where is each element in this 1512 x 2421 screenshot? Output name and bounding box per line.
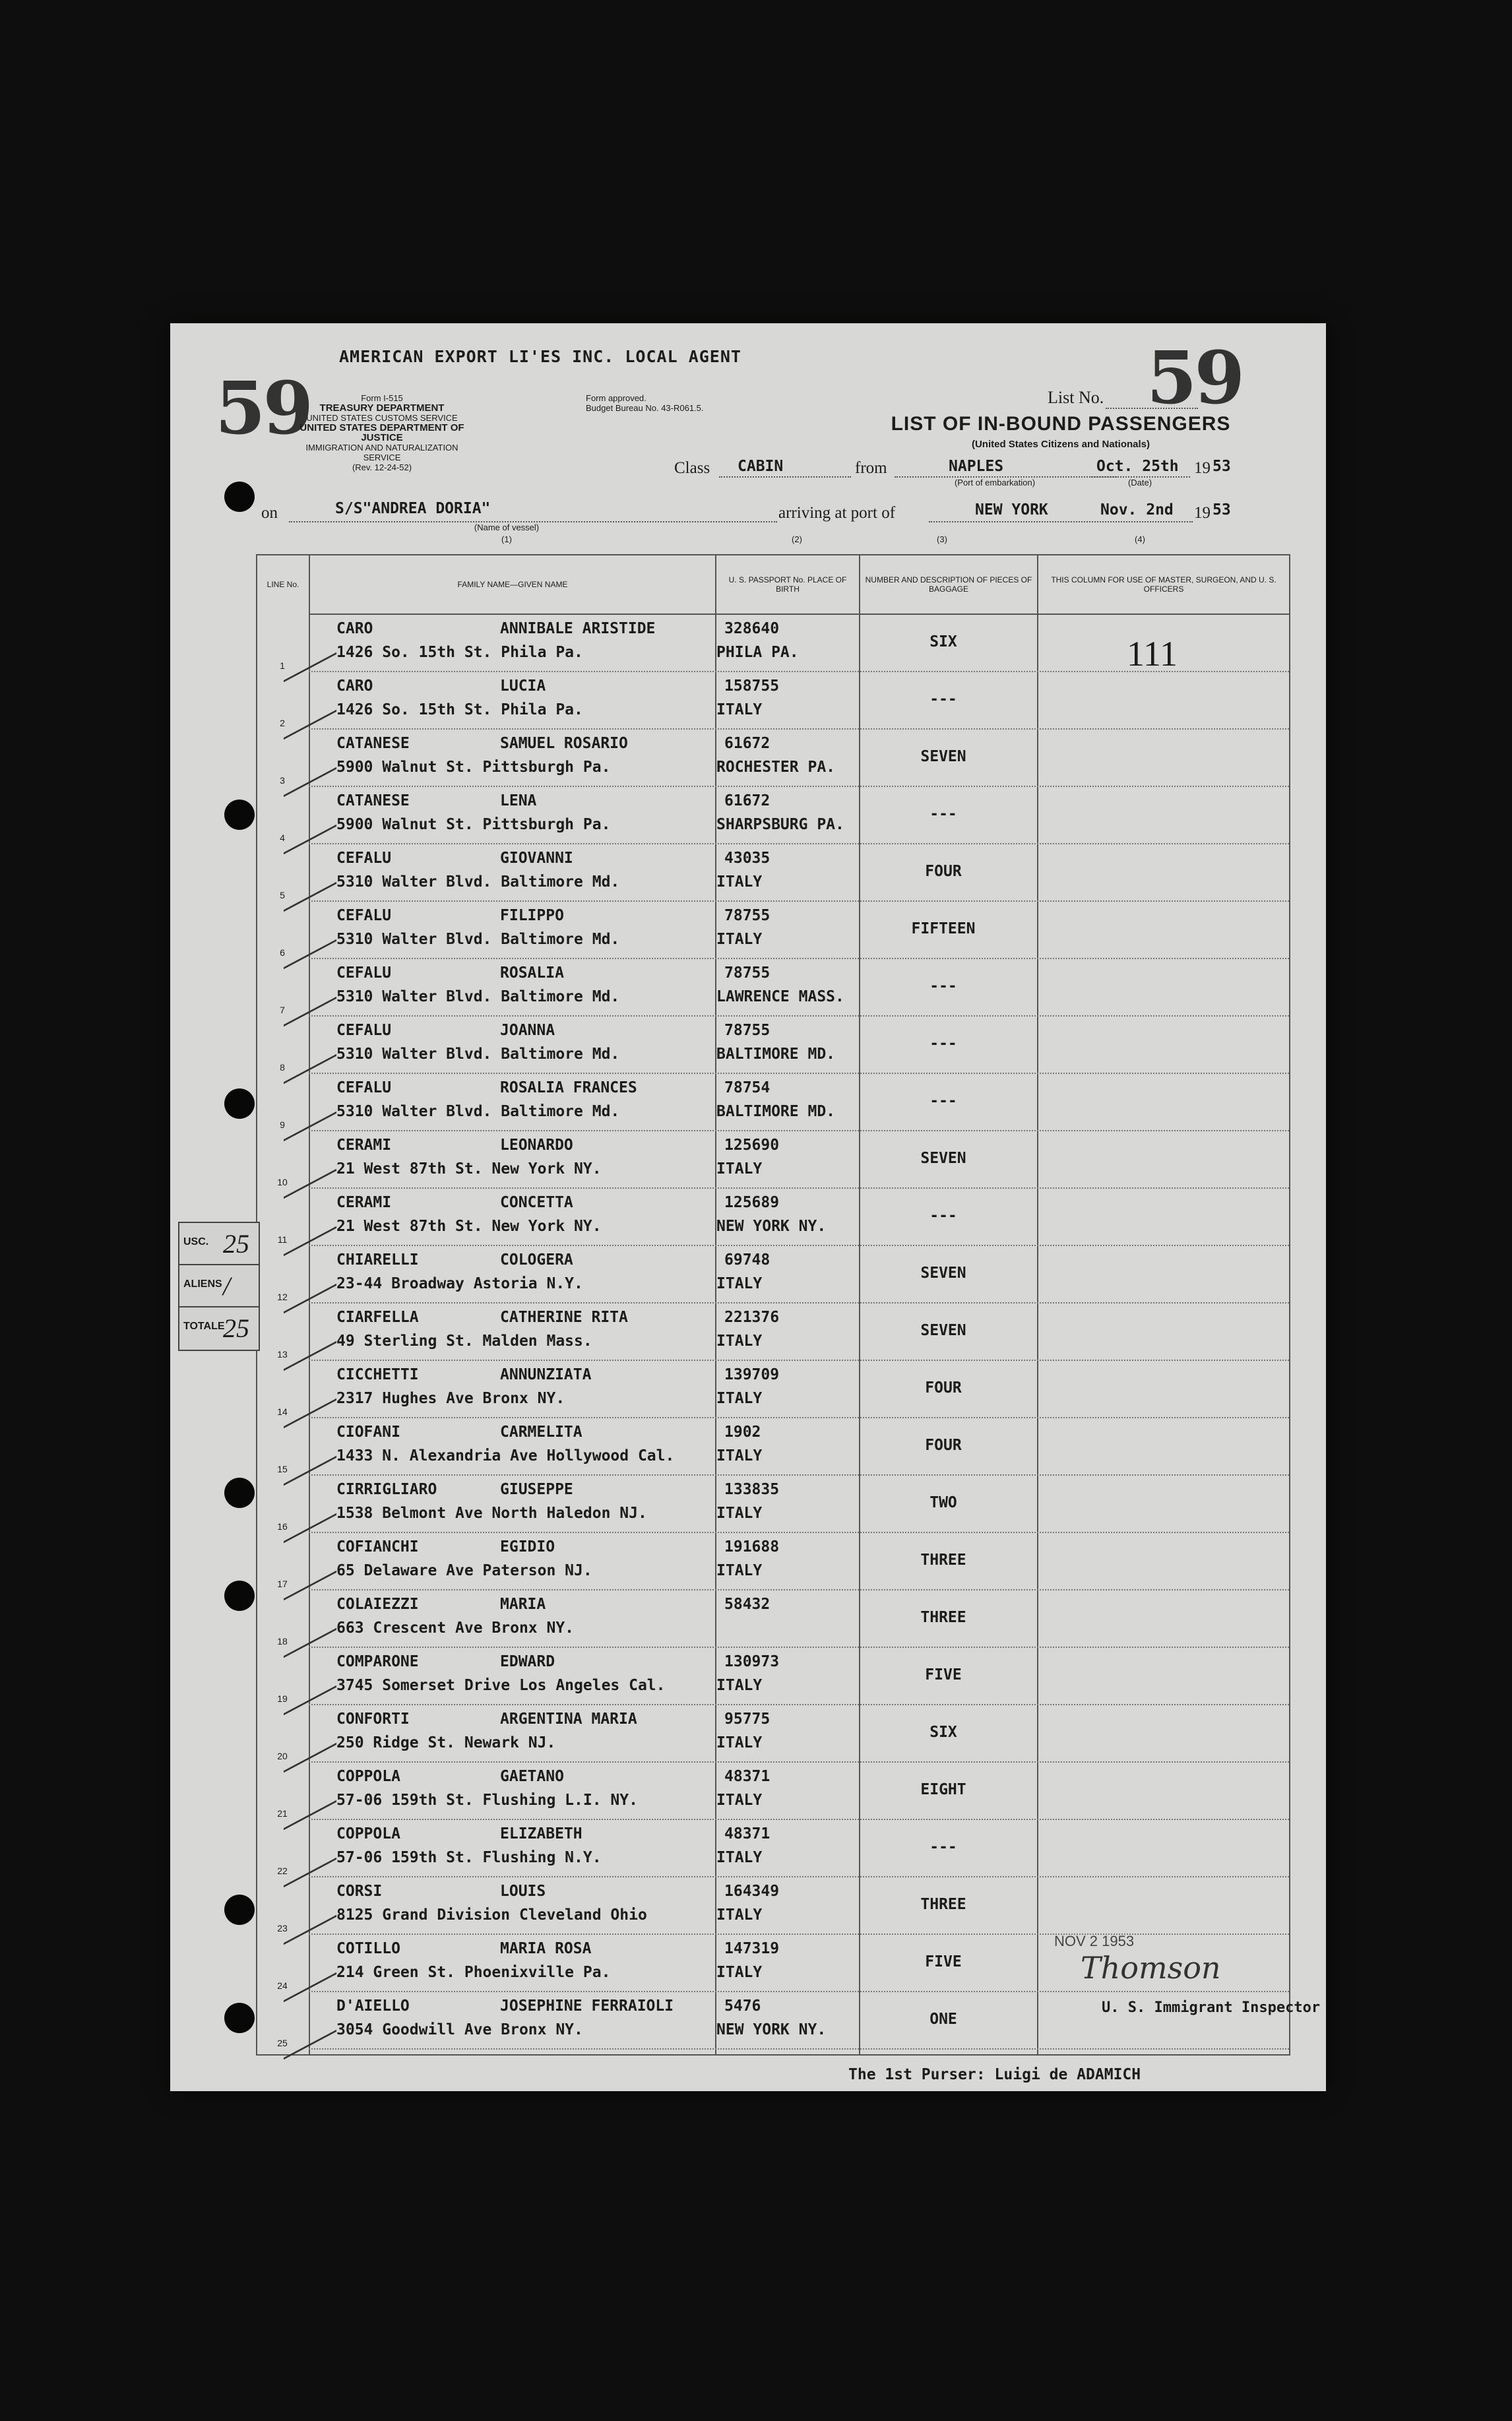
line-number: 11	[277, 1234, 288, 1245]
manifest-sheet	[170, 323, 1326, 2091]
baggage: TWO	[929, 1494, 957, 1511]
line-number: 12	[277, 1292, 288, 1302]
list-no-label: List No.	[1048, 388, 1104, 407]
arrival-port: NEW YORK	[975, 501, 1048, 519]
family-name: COTILLO	[336, 1940, 400, 1957]
embarkation-port: NAPLES	[949, 458, 1004, 475]
line-number: 18	[277, 1636, 288, 1647]
passport-number: 61672	[724, 735, 771, 752]
list-number-stamp-left: 59	[215, 365, 311, 451]
line-number: 5	[280, 890, 285, 900]
given-name: EDWARD	[500, 1653, 555, 1670]
passenger-row	[257, 1820, 1289, 1877]
given-name: LEONARDO	[500, 1137, 573, 1154]
place-of-birth: ITALY	[716, 1275, 763, 1292]
port-caption: (Port of embarkation)	[954, 478, 1036, 487]
family-name: CONFORTI	[336, 1711, 410, 1728]
address: 3745 Somerset Drive Los Angeles Cal.	[336, 1677, 666, 1694]
passport-number: 48371	[724, 1825, 771, 1842]
total-aliens: ALIENS /	[178, 1264, 260, 1309]
baggage: ---	[929, 978, 957, 995]
baggage: FOUR	[925, 1437, 962, 1454]
passport-number: 78755	[724, 907, 771, 924]
passport-number: 125690	[724, 1137, 780, 1154]
place-of-birth: ITALY	[716, 873, 763, 891]
place-of-birth: ITALY	[716, 1906, 763, 1924]
passenger-row	[257, 1533, 1289, 1590]
budget-info: Form approved. Budget Bureau No. 43-R061.5.	[586, 393, 704, 413]
family-name: CERAMI	[336, 1137, 392, 1154]
family-name: CEFALU	[336, 907, 392, 924]
place-of-birth: ITALY	[716, 1964, 763, 1981]
address: 5310 Walter Blvd. Baltimore Md.	[336, 873, 620, 891]
given-name: JOSEPHINE FERRAIOLI	[500, 1997, 674, 2015]
passport-number: 221376	[724, 1309, 780, 1326]
given-name: ANNIBALE ARISTIDE	[500, 620, 656, 637]
family-name: CARO	[336, 620, 373, 637]
passport-number: 78755	[724, 1022, 771, 1039]
place-of-birth: PHILA PA.	[716, 644, 799, 661]
column-number: (3)	[937, 534, 947, 544]
inspection-date-stamp: NOV 2 1953	[1054, 1933, 1135, 1949]
passport-number: 69748	[724, 1251, 771, 1269]
baggage: ---	[929, 691, 957, 708]
line-number: 16	[277, 1521, 288, 1532]
passenger-row	[257, 1476, 1289, 1533]
address: 2317 Hughes Ave Bronx NY.	[336, 1390, 565, 1407]
form-info: Form I-515 TREASURY DEPARTMENT UNITED STATES CUSTOMS SERVICE UNITED STATES DEPARTMENT OF JUSTICE IMMIGRATION AND NATURALIZATION SERVICE (Rev. 12-24-52)	[299, 393, 464, 472]
punch-hole	[224, 2003, 255, 2033]
line-number: 8	[280, 1062, 285, 1073]
address: 5900 Walnut St. Pittsburgh Pa.	[336, 816, 611, 833]
given-name: ELIZABETH	[500, 1825, 583, 1842]
family-name: COPPOLA	[336, 1768, 400, 1785]
passport-number: 191688	[724, 1538, 780, 1556]
line-number: 20	[277, 1751, 288, 1761]
line-number: 13	[277, 1349, 288, 1360]
address: 5900 Walnut St. Pittsburgh Pa.	[336, 759, 611, 776]
passport-number: 48371	[724, 1768, 771, 1785]
from-label: from	[855, 459, 887, 477]
baggage: SEVEN	[920, 748, 966, 765]
place-of-birth: SHARPSBURG PA.	[716, 816, 844, 833]
family-name: CEFALU	[336, 964, 392, 982]
departure-year-prefix: 19	[1194, 459, 1211, 477]
punch-hole	[224, 1581, 255, 1611]
family-name: COLAIEZZI	[336, 1596, 419, 1613]
address: 23-44 Broadway Astoria N.Y.	[336, 1275, 583, 1292]
passport-number: 1902	[724, 1424, 761, 1441]
given-name: ANNUNZIATA	[500, 1366, 592, 1383]
given-name: COLOGERA	[500, 1251, 573, 1269]
passport-number: 130973	[724, 1653, 780, 1670]
place-of-birth: ITALY	[716, 1677, 763, 1694]
address: 250 Ridge St. Newark NJ.	[336, 1734, 556, 1751]
passenger-row	[257, 1017, 1289, 1074]
family-name: CEFALU	[336, 1079, 392, 1096]
inspector-signature: Thomson	[1081, 1950, 1221, 1986]
passenger-row	[257, 787, 1289, 844]
line-number: 7	[280, 1005, 285, 1015]
passenger-row	[257, 1246, 1289, 1304]
place-of-birth: ITALY	[716, 1792, 763, 1809]
passenger-row	[257, 1361, 1289, 1418]
address: 21 West 87th St. New York NY.	[336, 1160, 602, 1178]
passenger-row	[257, 1304, 1289, 1361]
baggage: ---	[929, 1207, 957, 1224]
class-label: Class	[674, 459, 710, 477]
given-name: ROSALIA FRANCES	[500, 1079, 637, 1096]
given-name: LOUIS	[500, 1883, 546, 1900]
family-name: COMPARONE	[336, 1653, 419, 1670]
departure-date: Oct. 25th	[1096, 458, 1179, 475]
baggage: SIX	[929, 1724, 957, 1741]
given-name: ROSALIA	[500, 964, 564, 982]
header-baggage: NUMBER AND DESCRIPTION OF PIECES OF BAGGAGE	[865, 575, 1032, 594]
family-name: COFIANCHI	[336, 1538, 419, 1556]
address: 1426 So. 15th St. Phila Pa.	[336, 701, 583, 718]
passport-number: 78754	[724, 1079, 771, 1096]
given-name: ARGENTINA MARIA	[500, 1711, 637, 1728]
passport-number: 95775	[724, 1711, 771, 1728]
vessel-caption: (Name of vessel)	[474, 522, 540, 532]
passport-number: 139709	[724, 1366, 780, 1383]
passport-number: 78755	[724, 964, 771, 982]
baggage: SIX	[929, 633, 957, 650]
page-title: LIST OF IN-BOUND PASSENGERS	[891, 413, 1231, 435]
vessel-name: S/S"ANDREA DORIA"	[335, 500, 491, 517]
place-of-birth: ITALY	[716, 1562, 763, 1579]
passenger-row	[257, 730, 1289, 787]
class-value: CABIN	[738, 458, 784, 475]
arrival-year: 53	[1213, 501, 1231, 519]
place-of-birth: ITALY	[716, 1734, 763, 1751]
address: 5310 Walter Blvd. Baltimore Md.	[336, 1046, 620, 1063]
place-of-birth: NEW YORK NY.	[716, 1218, 827, 1235]
date-caption: (Date)	[1127, 478, 1152, 487]
passenger-row	[257, 1131, 1289, 1189]
punch-hole	[224, 800, 255, 830]
passenger-row	[257, 959, 1289, 1017]
line-number: 17	[277, 1579, 288, 1589]
passenger-row	[257, 1418, 1289, 1476]
punch-hole	[224, 482, 255, 512]
given-name: EGIDIO	[500, 1538, 555, 1556]
address: 214 Green St. Phoenixville Pa.	[336, 1964, 611, 1981]
passport-number: 5476	[724, 1997, 761, 2015]
place-of-birth: ITALY	[716, 1505, 763, 1522]
punch-hole	[224, 1088, 255, 1119]
passenger-row	[257, 1189, 1289, 1246]
header-passport: U. S. PASSPORT No. PLACE OF BIRTH	[728, 575, 847, 594]
given-name: MARIA	[500, 1596, 546, 1613]
address: 1538 Belmont Ave North Haledon NJ.	[336, 1505, 647, 1522]
given-name: CONCETTA	[500, 1194, 573, 1211]
passport-number: 58432	[724, 1596, 771, 1613]
arriving-label: arriving at port of	[778, 504, 896, 522]
given-name: GAETANO	[500, 1768, 564, 1785]
line-number: 14	[277, 1406, 288, 1417]
place-of-birth: BALTIMORE MD.	[716, 1103, 836, 1120]
place-of-birth: ITALY	[716, 1390, 763, 1407]
given-name: FILIPPO	[500, 907, 564, 924]
place-of-birth: ITALY	[716, 1333, 763, 1350]
header-name: FAMILY NAME—GIVEN NAME	[457, 580, 568, 589]
baggage: ---	[929, 1839, 957, 1856]
family-name: CARO	[336, 677, 373, 695]
line-number: 2	[280, 718, 285, 728]
passport-number: 125689	[724, 1194, 780, 1211]
baggage: SEVEN	[920, 1322, 966, 1339]
given-name: GIOVANNI	[500, 850, 573, 867]
place-of-birth: ITALY	[716, 701, 763, 718]
family-name: CEFALU	[336, 850, 392, 867]
place-of-birth: BALTIMORE MD.	[716, 1046, 836, 1063]
address: 8125 Grand Division Cleveland Ohio	[336, 1906, 647, 1924]
address: 5310 Walter Blvd. Baltimore Md.	[336, 931, 620, 948]
family-name: COPPOLA	[336, 1825, 400, 1842]
inspector-label: U. S. Immigrant Inspector	[1102, 1999, 1321, 2016]
passenger-row	[257, 1648, 1289, 1705]
place-of-birth: LAWRENCE MASS.	[716, 988, 844, 1005]
address: 5310 Walter Blvd. Baltimore Md.	[336, 1103, 620, 1120]
baggage: SEVEN	[920, 1265, 966, 1282]
given-name: JOANNA	[500, 1022, 555, 1039]
column-number: (4)	[1135, 534, 1145, 544]
family-name: CIARFELLA	[336, 1309, 419, 1326]
given-name: GIUSEPPE	[500, 1481, 573, 1498]
address: 49 Sterling St. Malden Mass.	[336, 1333, 592, 1350]
on-label: on	[261, 504, 278, 522]
baggage: THREE	[920, 1609, 966, 1626]
family-name: CATANESE	[336, 735, 410, 752]
passport-number: 328640	[724, 620, 780, 637]
baggage: SEVEN	[920, 1150, 966, 1167]
given-name: LUCIA	[500, 677, 546, 695]
passenger-row	[257, 672, 1289, 730]
page-subtitle: (United States Citizens and Nationals)	[971, 439, 1150, 450]
place-of-birth: ITALY	[716, 1447, 763, 1464]
given-name: SAMUEL ROSARIO	[500, 735, 628, 752]
arrival-year-prefix: 19	[1194, 504, 1211, 522]
passport-number: 164349	[724, 1883, 780, 1900]
family-name: CERAMI	[336, 1194, 392, 1211]
agent-line: AMERICAN EXPORT LI'ES INC. LOCAL AGENT	[339, 347, 741, 366]
line-number: 9	[280, 1119, 285, 1130]
header-line-no: LINE No.	[267, 580, 299, 589]
address: 1433 N. Alexandria Ave Hollywood Cal.	[336, 1447, 675, 1464]
passport-number: 61672	[724, 792, 771, 809]
line-number: 21	[277, 1808, 288, 1819]
baggage: FOUR	[925, 863, 962, 880]
passport-number: 147319	[724, 1940, 780, 1957]
column-number: (2)	[792, 534, 802, 544]
total-usc: USC. 25	[178, 1222, 260, 1267]
punch-hole	[224, 1895, 255, 1925]
place-of-birth: ITALY	[716, 931, 763, 948]
baggage: THREE	[920, 1552, 966, 1569]
family-name: CICCHETTI	[336, 1366, 419, 1383]
passport-number: 158755	[724, 677, 780, 695]
address: 57-06 159th St. Flushing N.Y.	[336, 1849, 602, 1866]
line-number: 15	[277, 1464, 288, 1474]
passenger-row	[257, 1877, 1289, 1935]
officers-count: 111	[1127, 634, 1178, 674]
baggage: EIGHT	[920, 1781, 966, 1798]
passenger-row	[257, 1590, 1289, 1648]
line-number: 6	[280, 947, 285, 958]
punch-hole	[224, 1478, 255, 1508]
place-of-birth: ITALY	[716, 1160, 763, 1178]
passenger-row	[257, 844, 1289, 902]
baggage: FIVE	[925, 1953, 962, 1970]
passenger-row	[257, 1763, 1289, 1820]
baggage: THREE	[920, 1896, 966, 1913]
family-name: CIOFANI	[336, 1424, 400, 1441]
family-name: CEFALU	[336, 1022, 392, 1039]
address: 21 West 87th St. New York NY.	[336, 1218, 602, 1235]
list-number-stamp-right: 59	[1147, 335, 1243, 420]
baggage: FIVE	[925, 1666, 962, 1683]
given-name: CARMELITA	[500, 1424, 583, 1441]
family-name: CATANESE	[336, 792, 410, 809]
baggage: ---	[929, 1092, 957, 1110]
header-officers: THIS COLUMN FOR USE OF MASTER, SURGEON, AND U. S. OFFICERS	[1051, 575, 1276, 594]
family-name: CORSI	[336, 1883, 383, 1900]
passenger-row	[257, 1074, 1289, 1131]
baggage: FOUR	[925, 1379, 962, 1397]
address: 3054 Goodwill Ave Bronx NY.	[336, 2021, 583, 2038]
line-number: 1	[280, 660, 285, 671]
given-name: CATHERINE RITA	[500, 1309, 628, 1326]
family-name: D'AIELLO	[336, 1997, 410, 2015]
line-number: 22	[277, 1866, 288, 1876]
family-name: CHIARELLI	[336, 1251, 419, 1269]
baggage: FIFTEEN	[911, 920, 976, 937]
address: 65 Delaware Ave Paterson NJ.	[336, 1562, 592, 1579]
baggage: ---	[929, 805, 957, 823]
address: 5310 Walter Blvd. Baltimore Md.	[336, 988, 620, 1005]
purser-line: The 1st Purser: Luigi de ADAMICH	[848, 2066, 1141, 2083]
place-of-birth: ITALY	[716, 1849, 763, 1866]
address: 1426 So. 15th St. Phila Pa.	[336, 644, 583, 661]
passenger-row	[257, 1705, 1289, 1763]
arrival-date: Nov. 2nd	[1100, 501, 1174, 519]
line-number: 24	[277, 1980, 288, 1991]
address: 663 Crescent Ave Bronx NY.	[336, 1619, 575, 1637]
line-number: 10	[277, 1177, 288, 1187]
column-number: (1)	[501, 534, 512, 544]
baggage: ONE	[929, 2011, 957, 2028]
passport-number: 133835	[724, 1481, 780, 1498]
address: 57-06 159th St. Flushing L.I. NY.	[336, 1792, 638, 1809]
departure-year: 53	[1213, 458, 1231, 475]
given-name: LENA	[500, 792, 537, 809]
baggage: ---	[929, 1035, 957, 1052]
total-totale: TOTALE 25	[178, 1306, 260, 1351]
passenger-table	[256, 554, 1290, 2056]
place-of-birth: NEW YORK NY.	[716, 2021, 827, 2038]
family-name: CIRRIGLIARO	[336, 1481, 437, 1498]
line-number: 4	[280, 833, 285, 843]
line-number: 19	[277, 1693, 288, 1704]
passport-number: 43035	[724, 850, 771, 867]
place-of-birth: ROCHESTER PA.	[716, 759, 836, 776]
passenger-row	[257, 902, 1289, 959]
given-name: MARIA ROSA	[500, 1940, 592, 1957]
line-number: 25	[277, 2038, 288, 2048]
line-number: 3	[280, 775, 285, 786]
line-number: 23	[277, 1923, 288, 1934]
